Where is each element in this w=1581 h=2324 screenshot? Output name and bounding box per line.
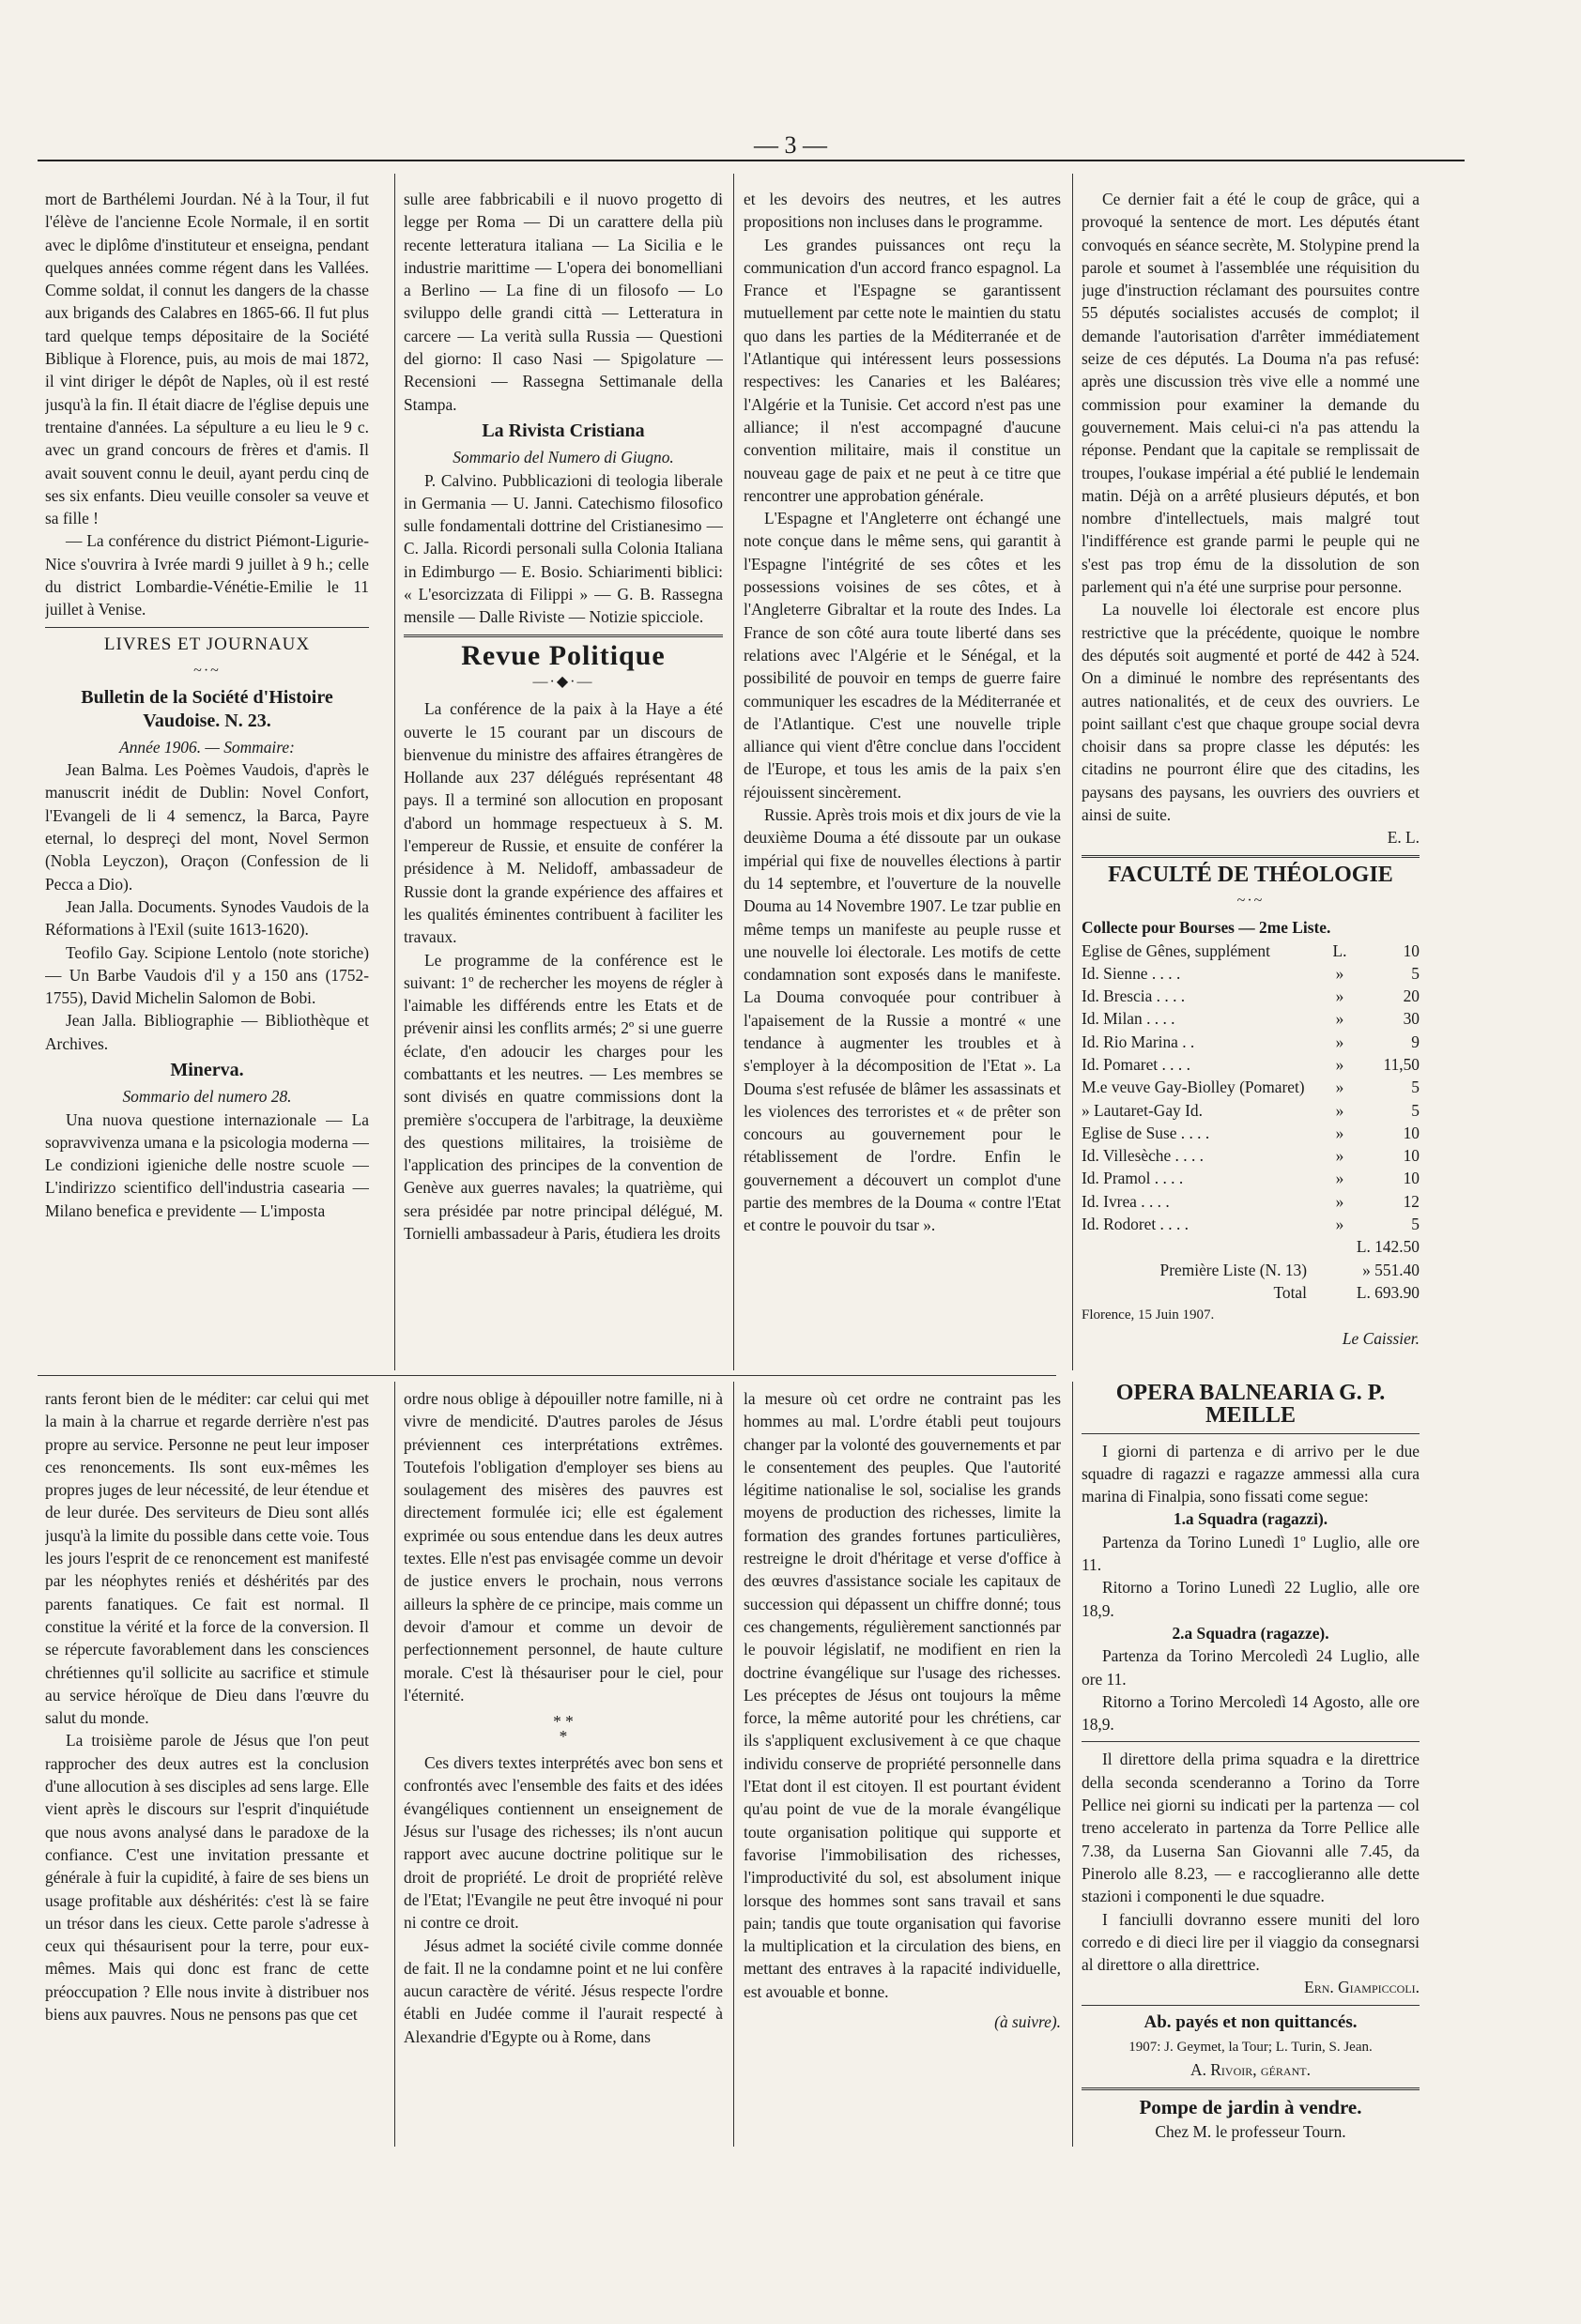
collecte-val: 5 [1411, 1078, 1420, 1097]
revue-paragraph: L'Espagne et l'Angleterre ont échangé une note conçue dans le même sens, qui garantit à l'Espagne l'intégrité de ses côtes et les possessions voisines de ses côtes, et à l'Angleterre Gibraltar et la route des Indes. La France de son côté aura toute liberté dans ses relations avec l'Algérie et le Sénégal, et la possibilité de pouvoir en temps de guerre faire communiquer les escadres de la Méditerranée et de l'Atlantique. C'est une nouvelle triple alliance qui vient d'être conclue dans l'occident de l'Europe, et tous les amis de la paix s'en réjouissent sincèrement. [744, 509, 1061, 802]
premiere-liste-value: 551.40 [1374, 1260, 1420, 1279]
signature: E. L. [1387, 828, 1420, 848]
collecte-val: 10 [1403, 1169, 1420, 1188]
column-3-top [744, 188, 1061, 1370]
collecte-name: Id. Milan . . . . [1082, 1009, 1175, 1029]
squadra-1-title: 1.a Squadra (ragazzi). [1173, 1509, 1328, 1529]
collecte-name: Id. Pramol . . . . [1082, 1169, 1184, 1188]
revue-politique-title: Revue Politique [461, 639, 666, 671]
collecte-val: 12 [1403, 1191, 1420, 1211]
squadra-2-title: 2.a Squadra (ragazze). [1172, 1623, 1329, 1643]
column-3-bottom [744, 1387, 1061, 2138]
gerant: A. Rivoir, gérant. [1190, 2060, 1311, 2080]
collecte-name: Id. Sienne . . . . [1082, 963, 1181, 983]
divider [1082, 2087, 1420, 2090]
collecte-date: Florence, 15 Juin 1907. [1082, 1307, 1215, 1323]
collecte-totals [1082, 1235, 1420, 1304]
essay-paragraph: Ces divers textes interprétés avec bon sens et confrontés avec l'ensemble des faits et des idées évangéliques contiennent un enseignement de Jésus sur l'usage des richesses; ils n'ont aucun rapport avec aucune doctrine politique sur le droit de propriété. Le droit de propriété relève de l'Etat; l'Evangile ne peut être invoqué ni pour ni contre ce droit. [404, 1753, 723, 1933]
collecte-row [1082, 1213, 1420, 1235]
collecte-cur: » [1335, 986, 1344, 1006]
revue-paragraph: Le programme de la conférence est le suivant: 1º de rechercher les moyens de régler à l'aimable les différends entre les Etats et de prévenir ainsi les conflits armés; 2º si une guerre éclate, d'en adoucir les charges pour les combattants et les neutres. — Les membres se sont divisés en quatre commissions dont la première s'occupera de l'arbitrage, la deuxième des questions militaires, la troisième de l'application des principes de la convention de Genève aux guerres navales; la quatrième, qui sera présidée par notre principal délégué, M. Tornielli ambassadeur à Paris, étudiera les droits [404, 950, 723, 1244]
collecte-val: 9 [1411, 1032, 1420, 1051]
revue-paragraph: La conférence de la paix à la Haye a été ouverte le 15 courant par un discours de bienvenue du ministre des affaires étrangères de Hollande aux 237 délégués représentant 48 pays. Il a terminé son allocution en proposant d'abord un hommage respectueux à S. M. l'empereur de Russie, et ensuite de conférer la présidence à M. Nelidoff, ambassadeur de Russie dont la grande expérience des affaires et les qualités éminentes contribuent à faciliter les travaux. [404, 699, 723, 947]
ornament: ~·~ [1236, 892, 1265, 909]
bulletin-item: Jean Jalla. Bibliographie — Bibliothèque et Archives. [45, 1011, 369, 1053]
bulletin-subtitle: Année 1906. — Sommaire: [119, 737, 295, 757]
rivista-subtitle: Sommario del Numero di Giugno. [453, 448, 674, 467]
column-rule [1072, 174, 1073, 1370]
essay-paragraph: ordre nous oblige à dépouiller notre famille, ni à vivre de mendicité. D'autres paroles de Jésus préviennent ces interprétations extrêmes. Toutefois l'obligation d'employer ses biens au soulagement des misères des pauvres est directement formulée ici; elle est également exprimée ou sous entendue dans les deux autres textes. Elle n'est pas envisagée comme un devoir de justice envers le prochain, nous verrons ailleurs la sphère de ce principe, mais comme un devoir d'amour et comme un devoir de perfectionnement personnel, de haute culture morale. C'est là thésauriser pour le ciel, pour l'éternité. [404, 1389, 723, 1705]
column-1-top [45, 188, 369, 1370]
collecte-cur: » [1335, 1054, 1344, 1074]
russie-paragraph: Russie. Après trois mois et dix jours de vie la deuxième Douma a été dissoute par un oukase impérial qui fixe de nouvelles élections à partir du 14 septembre, et l'ouverture de la nouvelle Douma au 14 Novembre 1907. Le tzar publie en même temps un manifeste au peuple russe et une nouvelle loi électorale. Les motifs de cette condamnation sont exposés dans le manifeste. La Douma convoquée pour contribuer à l'apaisement de la Russie a montré « une tendance à augmenter les troubles et à s'employer à la décomposition de l'Etat ». La Douma s'est refusée de blâmer les assassinats et les violences des terroristes et « de prêter son concours au gouvernement pour le rétablissement de l'ordre. Enfin le gouvernement a découvert un complot d'une partie des membres de la Douma « contre l'Etat et contre le pouvoir du tsar ». [744, 805, 1061, 1235]
revue-paragraph: Les grandes puissances ont reçu la communication d'un accord franco espagnol. La France et l'Espagne se garantissent mutuellement par cette note le maintien du statu quo dans les parties de la Méditerranée et de l'Atlantique qui intéressent leurs possessions respectives: les Canaries et les Baléares; l'Algérie et la Tunisie. Cet accord n'est pas une alliance; il n'est accompagné d'aucune convention militaire, mais il constitue un nouveau gage de paix et ne peut à ce titre que rencontrer une approbation générale. [744, 235, 1061, 505]
divider [1082, 1741, 1420, 1742]
collecte-table [1082, 940, 1420, 1236]
total-value: L. 693.90 [1356, 1282, 1420, 1302]
opera-paragraph: I fanciulli dovranno essere muniti del loro corredo e di dieci lire per il viaggio da consegnarsi al direttore o alla direttrice. [1082, 1909, 1420, 1975]
pompe-text: Chez M. le professeur Tourn. [1155, 2121, 1346, 2141]
electoral-paragraph: La nouvelle loi électorale est encore plus restrictive que la précédente, quoique le nombre des députés soit augmenté et porté de 442 à 524. On a diminué le nombre des représentants des autres nationalités, et de ceux des ouvriers. Le point saillant c'est que chaque groupe social devra choisir dans sa propre classe les députés: les citadins ne pourront élire que des citadins, les paysans des paysans, les ouvriers des ouvriers et ainsi de suite. [1082, 600, 1420, 825]
top-rule [38, 160, 1465, 161]
collecte-row [1082, 1167, 1420, 1189]
opera-title: OPERA BALNEARIA G. P. MEILLE [1115, 1382, 1386, 1429]
bulletin-item: Jean Jalla. Documents. Synodes Vaudois de la Réformations à l'Exil (suite 1613-1620). [45, 896, 369, 940]
collecte-name: Eglise de Gênes, supplément [1082, 940, 1270, 960]
divider [1082, 855, 1420, 858]
ornament: —·◆·— [532, 673, 594, 690]
column-rule [394, 174, 395, 1370]
minerva-text: Una nuova questione internazionale — La sopravvivenza umana e la psicologia moderna — Le condizioni igieniche delle nostre scuole — L'indirizzo scientifico dell'industria casearia — Milano benefica e previdente — L'imposta [45, 1109, 369, 1220]
collecte-name: Id. Villesèche . . . . [1082, 1146, 1204, 1166]
collecte-val: 11,50 [1383, 1054, 1420, 1074]
section-rule [38, 1375, 1056, 1376]
squadra-1-return: Ritorno a Torino Lunedì 22 Luglio, alle ore 18,9. [1082, 1578, 1420, 1620]
collecte-val: 20 [1403, 986, 1420, 1006]
collecte-name: Id. Pomaret . . . . [1082, 1054, 1190, 1074]
collecte-val: 5 [1411, 1100, 1420, 1120]
squadra-2-departure: Partenza da Torino Mercoledì 24 Luglio, alle ore 11. [1082, 1646, 1420, 1689]
collecte-row [1082, 1190, 1420, 1213]
revue-continued: et les devoirs des neutres, et les autres propositions non incluses dans le programme. [744, 190, 1061, 232]
collecte-row [1082, 962, 1420, 985]
bulletin-title: Bulletin de la Société d'Histoire Vaudoise. N. 23. [81, 687, 333, 731]
collecte-row [1082, 985, 1420, 1007]
premiere-liste-currency: » [1362, 1260, 1371, 1279]
faculte-title: FACULTÉ DE THÉOLOGIE [1108, 862, 1393, 887]
column-4-bottom [1082, 1382, 1420, 2151]
asterism: * * * [553, 1712, 574, 1747]
collecte-row [1082, 1053, 1420, 1076]
divider [1082, 1433, 1420, 1434]
rivista-text: P. Calvino. Pubblicazioni di teologia liberale in Germania — U. Janni. Catechismo filosofico sulle fondamentali dottrine del Cristianesimo — C. Jalla. Ricordi personali sulla Colonia Italiana in Edimburgo — E. Bosio. Schiarimenti biblici: « L'esorcizzata di Filippi » — G. B. Rassegna mensile — Dalle Riviste — Notizie spicciole. [404, 470, 723, 627]
collecte-name: » Lautaret-Gay Id. [1082, 1100, 1203, 1120]
collecte-cur: » [1335, 1123, 1344, 1142]
subtotal: L. 142.50 [1356, 1237, 1420, 1257]
obituary-paragraph: mort de Barthélemi Jourdan. Né à la Tour, il fut l'élève de l'ancienne Ecole Normale, il en sortit avec le diplôme d'instituteur et enseigna, pendant quelques années comme régent dans les Vallées. Comme soldat, il connut les dangers de la chasse aux brigands des Calabres en 1865-66. Il fut plus tard quelque temps dépositaire de la Société Biblique à Florence, puis, au mois de mai 1872, il vint diriger le dépôt de Naples, où il est resté jusqu'à la fin. Il était diacre de l'église depuis une trentaine d'années. La sépulture a eu lieu le 9 c. avec un grand concours de frères et d'amis. Il avait souvent connu le deuil, ayant perdu cinq de ses six enfants. Dieu veuille consoler sa veuve et sa fille ! [45, 190, 369, 528]
essay-paragraph: La troisième parole de Jésus que l'on peut rapprocher des deux autres est la conclusion d'une allocution à ses disciples ad sens large. Elle vient après le discours sur l'esprit d'inquiétude que nous avons analysé dans le paradoxe de la confiance. C'est une invitation pressante et générale à fuir la cupidité, à faire de ses biens un usage profitable aux déshérités: c'est là se faire un trésor dans les cieux. Cette parole s'adresse à ceux qui thésaurisent pour la terre, pour eux-mêmes. Mais qui donc est franc de cette préoccupation ? Elle nous invite à distribuer nos biens aux pauvres. Nous ne pensons pas que cet [45, 1731, 369, 2025]
total-label: Total [1273, 1282, 1307, 1302]
essay-paragraph: rants feront bien de le méditer: car celui qui met la main à la charrue et regarde derrière n'est pas propre au service. Personne ne peut leur imposer ces renoncements. Ils sont eux-mêmes les propres juges de leur nécessité, de leur étendue et de leur durée. Des serviteurs de Dieu sont allés jusqu'à la limite du possible dans cette voie. Tous les jours l'esprit de ce renoncement est manifesté par les néophytes reniés et déshérités par des parents fanatiques. Ce fait est normal. Il constitue la vérité et la force de la conversion. Il se répercute favorablement dans les consciences chrétiennes qu'il sollicite au sacrifice et stimule au service héroïque de Dieu dans l'œuvre du salut du monde. [45, 1389, 369, 1728]
column-2-bottom [404, 1387, 723, 2138]
opera-signature: Ern. Giampiccoli. [1304, 1978, 1420, 1997]
collecte-val: 10 [1403, 1123, 1420, 1142]
pompe-title: Pompe de jardin à vendre. [1139, 2095, 1362, 2118]
collecte-cur: » [1335, 1146, 1344, 1166]
collecte-cur: » [1335, 1032, 1344, 1051]
conference-paragraph: — La conférence du district Piémont-Ligurie-Nice s'ouvrira à Ivrée mardi 9 juillet à 9 h.; celle du district Lombardie-Vénétie-Emilie le 11 juillet à Venise. [45, 531, 369, 619]
russie-continued: Ce dernier fait a été le coup de grâce, qui a provoqué la sentence de mort. Les députés étant convoqués en séance secrète, M. Stolypine prend la parole et soumet à l'assemblée une réquisition du juge d'instruction réclamant des poursuites contre 55 députés socialistes accusés de complot; il demande l'autorisation d'arrêter immédiatement seize de ces députés. La Douma n'a pas refusé: après une discussion très vive elle a nommé une commission pour examiner la demande du gouvernement. Mais celui-ci n'a pas attendu la réponse. Pendant que la capitale se remplissait de troupes, l'oukase impérial a été publié le lendemain matin. Déjà on a arrêté plusieurs députés, et bon nombre d'intellectuels, mais malgré tout l'indifférence est grande parmi le peuple qui ne s'est pas trop ému de la dissolution de son parlement qui n'a été une surprise pour personne. [1082, 190, 1420, 597]
collecte-val: 10 [1403, 940, 1420, 960]
minerva-title: Minerva. [170, 1059, 244, 1080]
ornament: ~·~ [193, 662, 221, 679]
collecte-row [1082, 1122, 1420, 1144]
collecte-cur: » [1335, 1100, 1344, 1120]
collecte-val: 5 [1411, 963, 1420, 983]
collecte-row [1082, 1076, 1420, 1098]
collecte-row [1082, 1099, 1420, 1122]
divider [45, 627, 369, 628]
rivista-title: La Rivista Cristiana [482, 420, 645, 441]
collecte-name: Eglise de Suse . . . . [1082, 1123, 1210, 1142]
minerva-continued: sulle aree fabbricabili e il nuovo progetto di legge per Roma — Di un carattere della più recente letteratura italiana — La Sicilia e le industrie marittime — L'opera dei bonomelliani a Berlino — La fine di un filosofo — Lo sviluppo delle grandi città — Letteratura in carcere — La verità sulla Russia — Questioni del giorno: Il caso Nasi — Spigolature — Recensioni — Rassegna Settimanale della Stampa. [404, 190, 723, 414]
collecte-name: Id. Rio Marina . . [1082, 1032, 1195, 1051]
essay-paragraph: Jésus admet la société civile comme donnée de fait. Il ne la condamne point et ne lui confère aucun caractère de vérité. Jésus respecte l'ordre établi en Judée comme il l'aurait respecté à Alexandrie d'Egypte ou à Rome, dans [404, 1935, 723, 2046]
column-2-top [404, 188, 723, 1370]
abonnements-title: Ab. payés et non quittancés. [1144, 2011, 1358, 2032]
squadra-2-return: Ritorno a Torino Mercoledì 14 Agosto, alle ore 18,9. [1082, 1691, 1420, 1735]
collecte-cur: » [1335, 1009, 1344, 1029]
premiere-liste-label: Première Liste (N. 13) [1159, 1260, 1307, 1279]
collecte-name: Id. Ivrea . . . . [1082, 1191, 1170, 1211]
collecte-name: M.e veuve Gay-Biolley (Pomaret) [1082, 1078, 1305, 1097]
collecte-cur: » [1335, 1169, 1344, 1188]
essay-paragraph: la mesure où cet ordre ne contraint pas les hommes au mal. L'ordre établi peut toujours changer par la volonté des gouvernements et par le consentement des peuples. Que l'autorité légitime nationalise le sol, socialise les grands moyens de production des richesses, limite la formation des grandes fortunes particulières, restreigne le droit d'héritage et verse d'office à des œuvres d'assistance sociale les capitaux de succession qui dépassent un chiffre donné; tous ces changements, régulièrement sanctionnés par le pouvoir législatif, ne modifient en rien la doctrine évangélique sur l'usage des richesses. Les préceptes de Jésus ont toujours la même force, la même autorité pour les chrétiens, car ils s'appliquent exclusivement à ce que chaque individu conserve de propriété personnelle dans l'Etat dont il est citoyen. Il est pourtant évident qu'au point de vue de la morale évangélique toute organisation politique qui supporte et favorise l'immobilisation des richesses, l'improductivité du sol, est absolument inique lorsque des hommes sont sans travail et sans pain; tandis que toute organisation qui favorise la multiplication et la circulation des biens, en mettant des entraves à la rapacité individuelle, est avouable et bonne. [744, 1389, 1061, 2001]
collecte-cur: » [1335, 1215, 1344, 1234]
opera-paragraph: Il direttore della prima squadra e la direttrice della seconda scenderanno a Torino da Torre Pellice nei giorni su indicati per la partenza — col treno accelerato in partenza da Torre Pellice alle 7.38, da Luserna San Giovanni alle 7.45, da Pinerolo alle 8.23, — e raccoglieranno alle dette stazioni i componenti le due squadre. [1082, 1750, 1420, 1906]
opera-intro: I giorni di partenza e di arrivo per le due squadre di ragazzi e ragazze ammessi alla cura marina di Finalpia, sono fissati come segue: [1082, 1441, 1420, 1506]
column-1-bottom [45, 1387, 369, 2138]
collecte-val: 30 [1403, 1009, 1420, 1029]
bulletin-item: Teofilo Gay. Scipione Lentolo (note storiche) — Un Barbe Vaudois d'il y a 150 ans (1752-1755), David Michelin Salomon de Bobi. [45, 942, 369, 1008]
abonnements-text: 1907: J. Geymet, la Tour; L. Turin, S. Jean. [1128, 2040, 1373, 2056]
divider [404, 635, 723, 637]
collecte-title: Collecte pour Bourses — 2me Liste. [1082, 918, 1331, 938]
collecte-cur: » [1335, 1191, 1344, 1211]
collecte-row [1082, 1144, 1420, 1167]
collecte-cur: » [1335, 1078, 1344, 1097]
collecte-row [1082, 1007, 1420, 1030]
collecte-cur: » [1335, 963, 1344, 983]
collecte-val: 5 [1411, 1215, 1420, 1234]
collecte-row [1082, 1031, 1420, 1053]
collecte-row [1082, 940, 1420, 962]
column-rule [394, 1382, 395, 2147]
collecte-val: 10 [1403, 1146, 1420, 1166]
squadra-1-departure: Partenza da Torino Lunedì 1º Luglio, alle ore 11. [1082, 1532, 1420, 1575]
column-rule [733, 1382, 734, 2147]
column-rule [733, 174, 734, 1370]
column-rule [1072, 1382, 1073, 2147]
column-4-top [1082, 188, 1420, 1370]
livres-heading: LIVRES ET JOURNAUX [103, 634, 311, 654]
divider [1082, 2005, 1420, 2006]
caissier: Le Caissier. [1342, 1328, 1420, 1348]
collecte-name: Id. Rodoret . . . . [1082, 1215, 1189, 1234]
bulletin-item: Jean Balma. Les Poèmes Vaudois, d'après le manuscrit inédit de Dublin: Novel Confort, l'Evangeli de li 4 semencz, la Barca, Payre eternal, lo despreçi del mont, Novel Sermon (Nobla Leyczon), Oraçon (Confession de li Pecca a Dio). [45, 760, 369, 894]
a-suivre: (à suivre). [994, 2012, 1061, 2032]
page-number: — 3 — [754, 131, 827, 159]
collecte-name: Id. Brescia . . . . [1082, 986, 1186, 1006]
collecte-cur: L. [1332, 940, 1347, 960]
minerva-subtitle: Sommario del numero 28. [122, 1087, 292, 1107]
